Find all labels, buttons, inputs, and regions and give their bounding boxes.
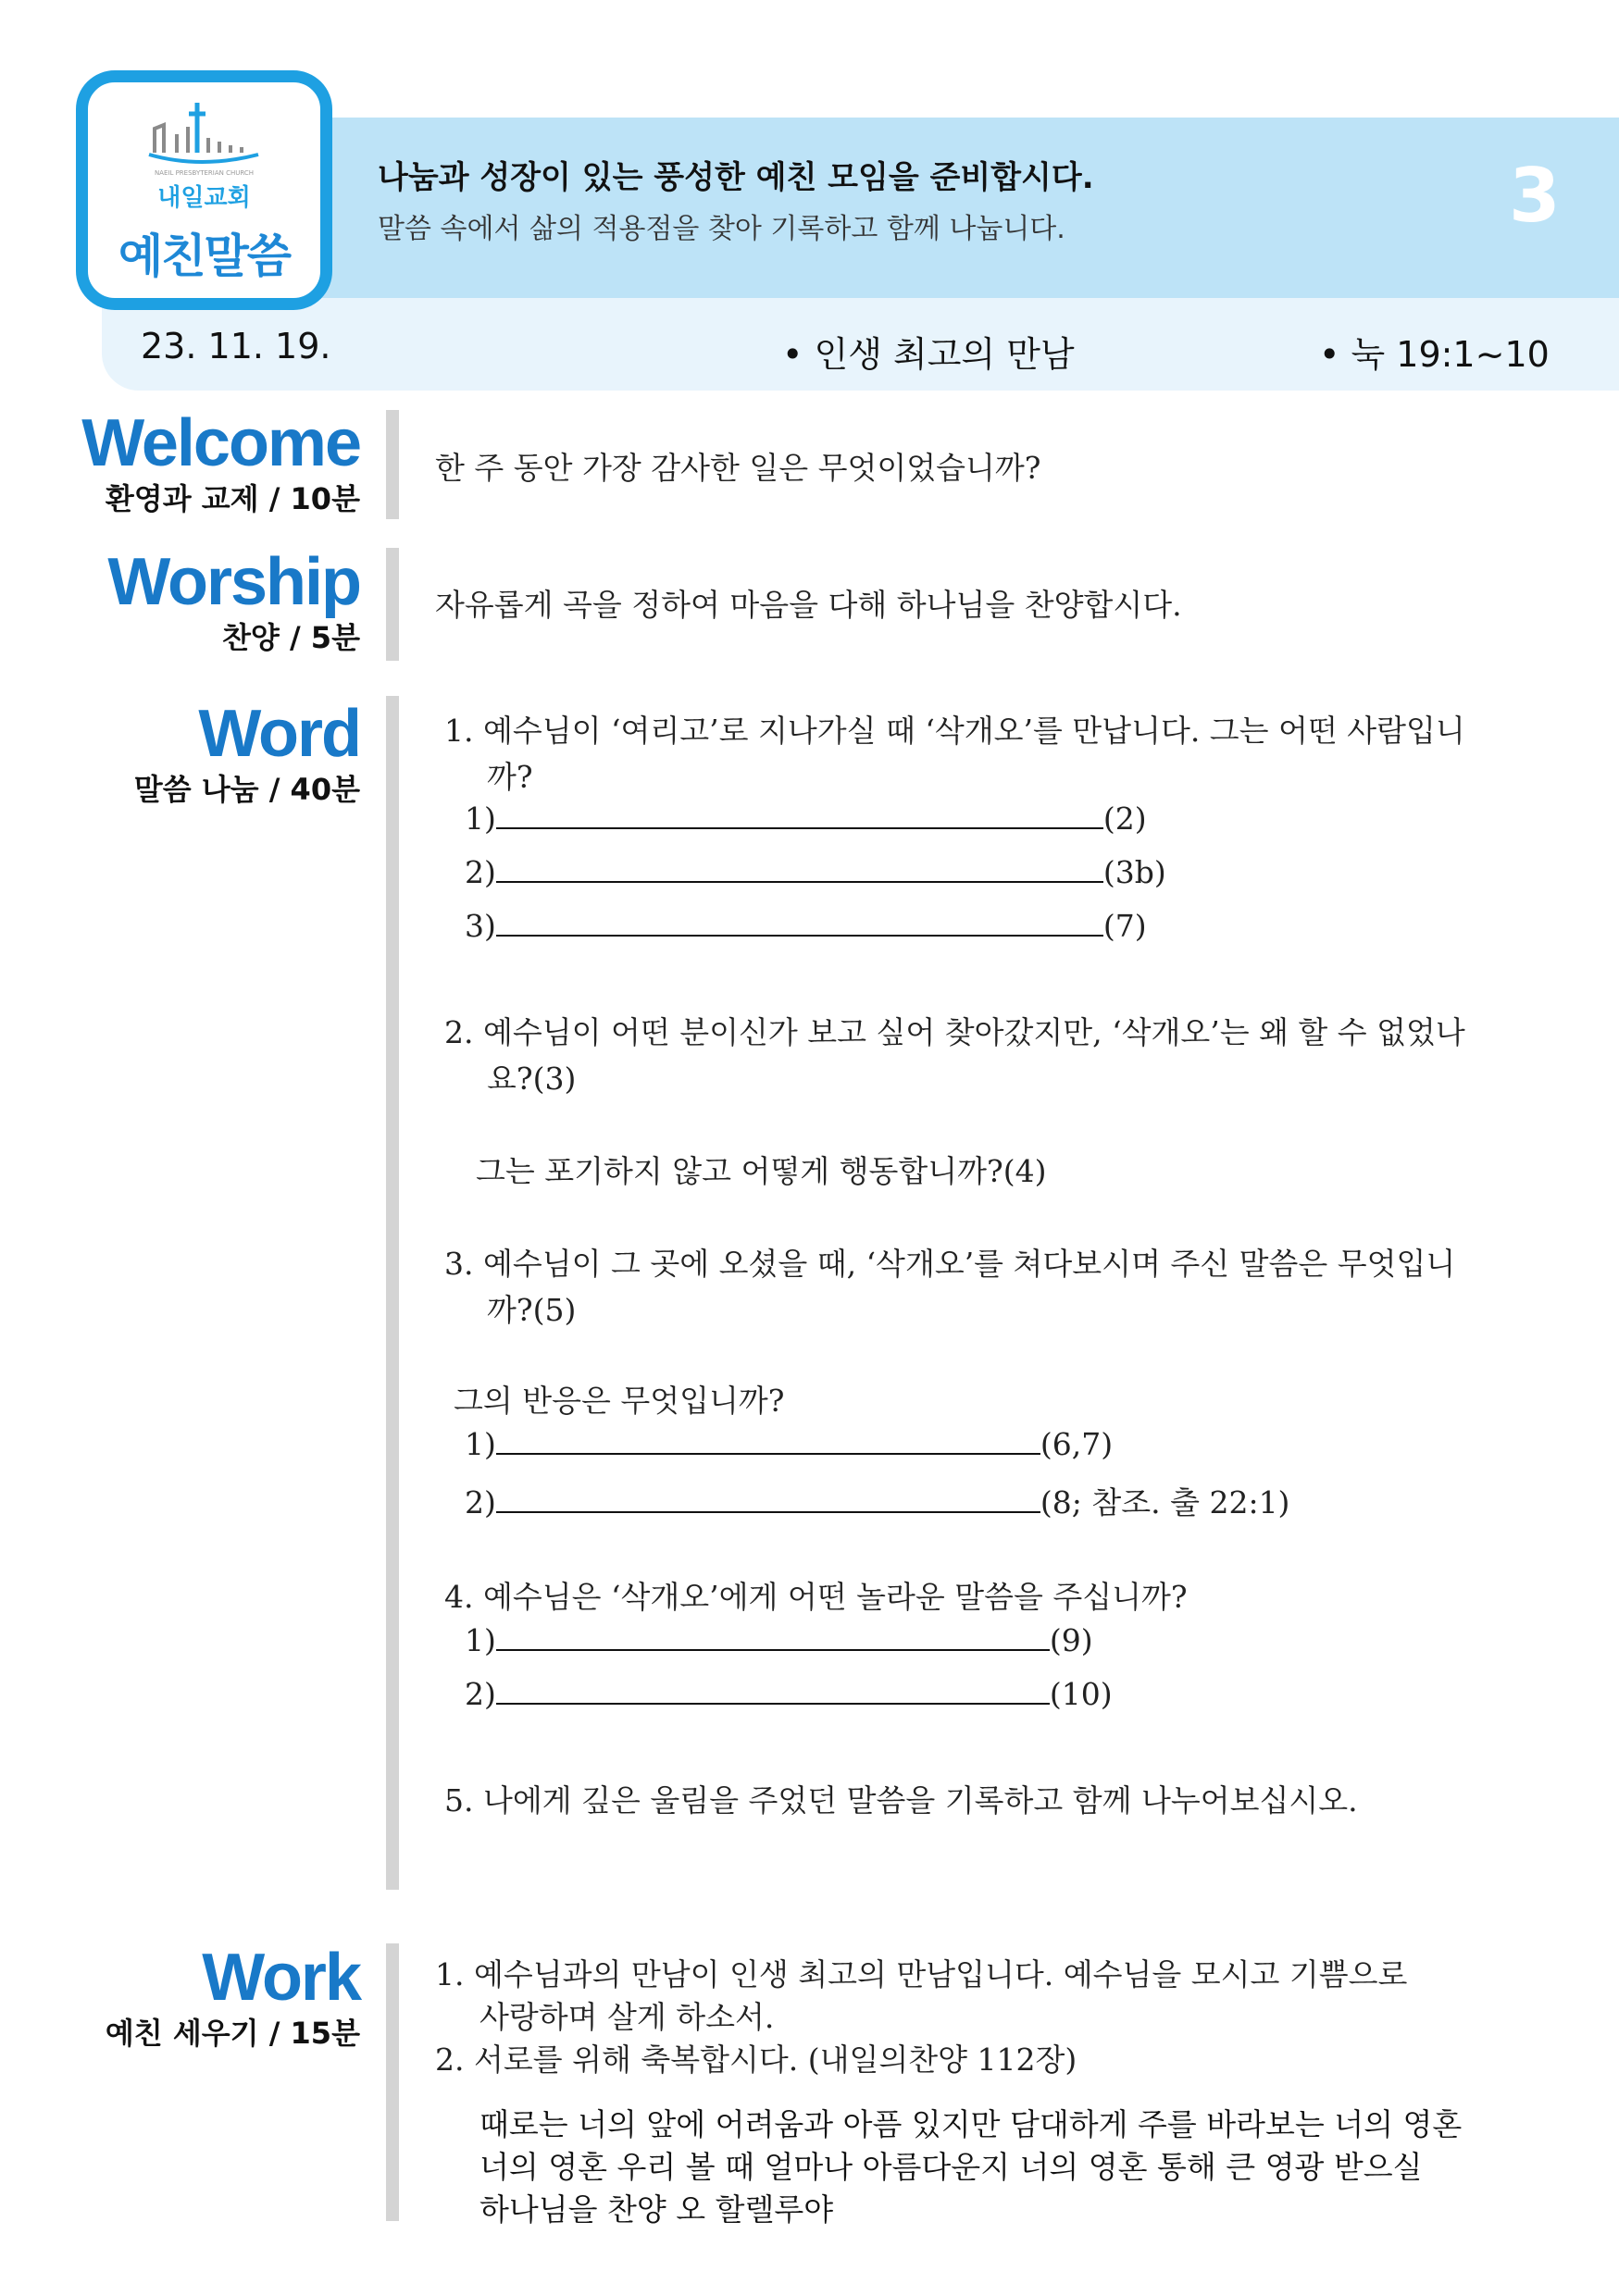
work-title: Work bbox=[202, 1941, 360, 2015]
word-q1-line2: 까? bbox=[487, 759, 533, 795]
logo-church-name: 내일교회 bbox=[157, 184, 251, 212]
word-q3-line1: 3. 예수님이 그 곳에 오셨을 때, ‘삭개오’를 쳐다보시며 주신 말씀은 무엇입니 bbox=[444, 1246, 1456, 1282]
church-skyline-icon bbox=[145, 99, 266, 173]
worship-divider bbox=[386, 548, 399, 661]
word-q3-follow: 그의 반응은 무엇입니까? bbox=[454, 1383, 785, 1419]
welcome-question: 한 주 동안 가장 감사한 일은 무엇이었습니까? bbox=[435, 450, 1041, 486]
word-divider bbox=[386, 696, 399, 1890]
hymn-lyrics-line-2: 너의 영혼 우리 볼 때 얼마나 아름다운지 너의 영혼 통해 큰 영광 받으실 bbox=[479, 2149, 1423, 2185]
word-q4-line1: 4. 예수님은 ‘삭개오’에게 어떤 놀라운 말씀을 주십니까? bbox=[444, 1579, 1188, 1615]
welcome-title: Welcome bbox=[81, 406, 360, 480]
logo-church-en: NAEIL PRESBYTERIAN CHURCH bbox=[154, 169, 255, 177]
word-q3-answer-1: 1) (6,7) bbox=[465, 1426, 1114, 1462]
word-q2-line2: 요?(3) bbox=[487, 1061, 577, 1097]
header-subtitle: 말씀 속에서 삶의 적용점을 찾아 기록하고 함께 나눕니다. bbox=[378, 213, 1065, 245]
answer-blank[interactable] bbox=[496, 853, 1103, 883]
page-number: 3 bbox=[1509, 153, 1561, 239]
work-item-2: 2. 서로를 위해 축복합시다. (내일의찬양 112장) bbox=[435, 2042, 1077, 2078]
answer-blank[interactable] bbox=[496, 907, 1103, 937]
hymn-lyrics-line-1: 때로는 너의 앞에 어려움과 아픔 있지만 담대하게 주를 바라보는 너의 영혼 bbox=[479, 2106, 1463, 2142]
word-q4-answer-2: 2) (10) bbox=[465, 1676, 1113, 1712]
header-title: 나눔과 성장이 있는 풍성한 예친 모임을 준비합시다. bbox=[378, 159, 1094, 196]
word-q4-answer-1: 1) (9) bbox=[465, 1622, 1093, 1658]
word-q1-answer-1: 1) (2) bbox=[465, 800, 1147, 837]
work-divider bbox=[386, 1943, 399, 2221]
church-logo bbox=[76, 70, 332, 310]
word-subtitle: 말씀 나눔 / 40분 bbox=[133, 772, 360, 807]
answer-blank[interactable] bbox=[496, 1621, 1050, 1651]
scripture-reference: • 눅 19:1~10 bbox=[1319, 334, 1550, 375]
sermon-title: • 인생 최고의 만남 bbox=[782, 334, 1075, 375]
word-q1-answer-3: 3) (7) bbox=[465, 908, 1147, 944]
word-q2-line1: 2. 예수님이 어떤 분이신가 보고 싶어 찾아갔지만, ‘삭개오’는 왜 할 수 없었나 bbox=[444, 1014, 1465, 1050]
word-title: Word bbox=[198, 697, 360, 771]
word-q3-answer-2: 2) (8; 참조. 출 22:1) bbox=[465, 1484, 1290, 1520]
answer-blank[interactable] bbox=[496, 800, 1103, 829]
word-q2-follow: 그는 포기하지 않고 어떻게 행동합니까?(4) bbox=[476, 1153, 1047, 1189]
work-item-1-line1: 1. 예수님과의 만남이 인생 최고의 만남입니다. 예수님을 모시고 기쁨으로 bbox=[435, 1956, 1408, 1992]
work-item-1-line2: 사랑하며 살게 하소서. bbox=[479, 1999, 775, 2035]
word-q5-line1: 5. 나에게 깊은 울림을 주었던 말씀을 기록하고 함께 나누어보십시오. bbox=[444, 1782, 1358, 1818]
worship-subtitle: 찬양 / 5분 bbox=[222, 620, 360, 655]
word-q1-line1: 1. 예수님이 ‘여리고’로 지나가실 때 ‘삭개오’를 만납니다. 그는 어떤 사람입니 bbox=[444, 713, 1465, 749]
word-q1-answer-2: 2) (3b) bbox=[465, 854, 1166, 890]
answer-blank[interactable] bbox=[496, 1425, 1040, 1455]
worship-text: 자유롭게 곡을 정하여 마음을 다해 하나님을 찬양합시다. bbox=[435, 587, 1182, 623]
word-q3-line2: 까?(5) bbox=[487, 1292, 577, 1328]
worship-title: Worship bbox=[107, 545, 360, 619]
logo-title: 예친말씀 bbox=[118, 230, 291, 283]
answer-blank[interactable] bbox=[496, 1675, 1050, 1705]
work-subtitle: 예친 세우기 / 15분 bbox=[105, 2016, 360, 2051]
sermon-date: 23. 11. 19. bbox=[141, 326, 331, 366]
answer-blank[interactable] bbox=[496, 1483, 1040, 1513]
hymn-lyrics-line-3: 하나님을 찬양 오 할렐루야 bbox=[479, 2191, 834, 2228]
welcome-divider bbox=[386, 410, 399, 519]
welcome-subtitle: 환영과 교제 / 10분 bbox=[105, 481, 360, 516]
